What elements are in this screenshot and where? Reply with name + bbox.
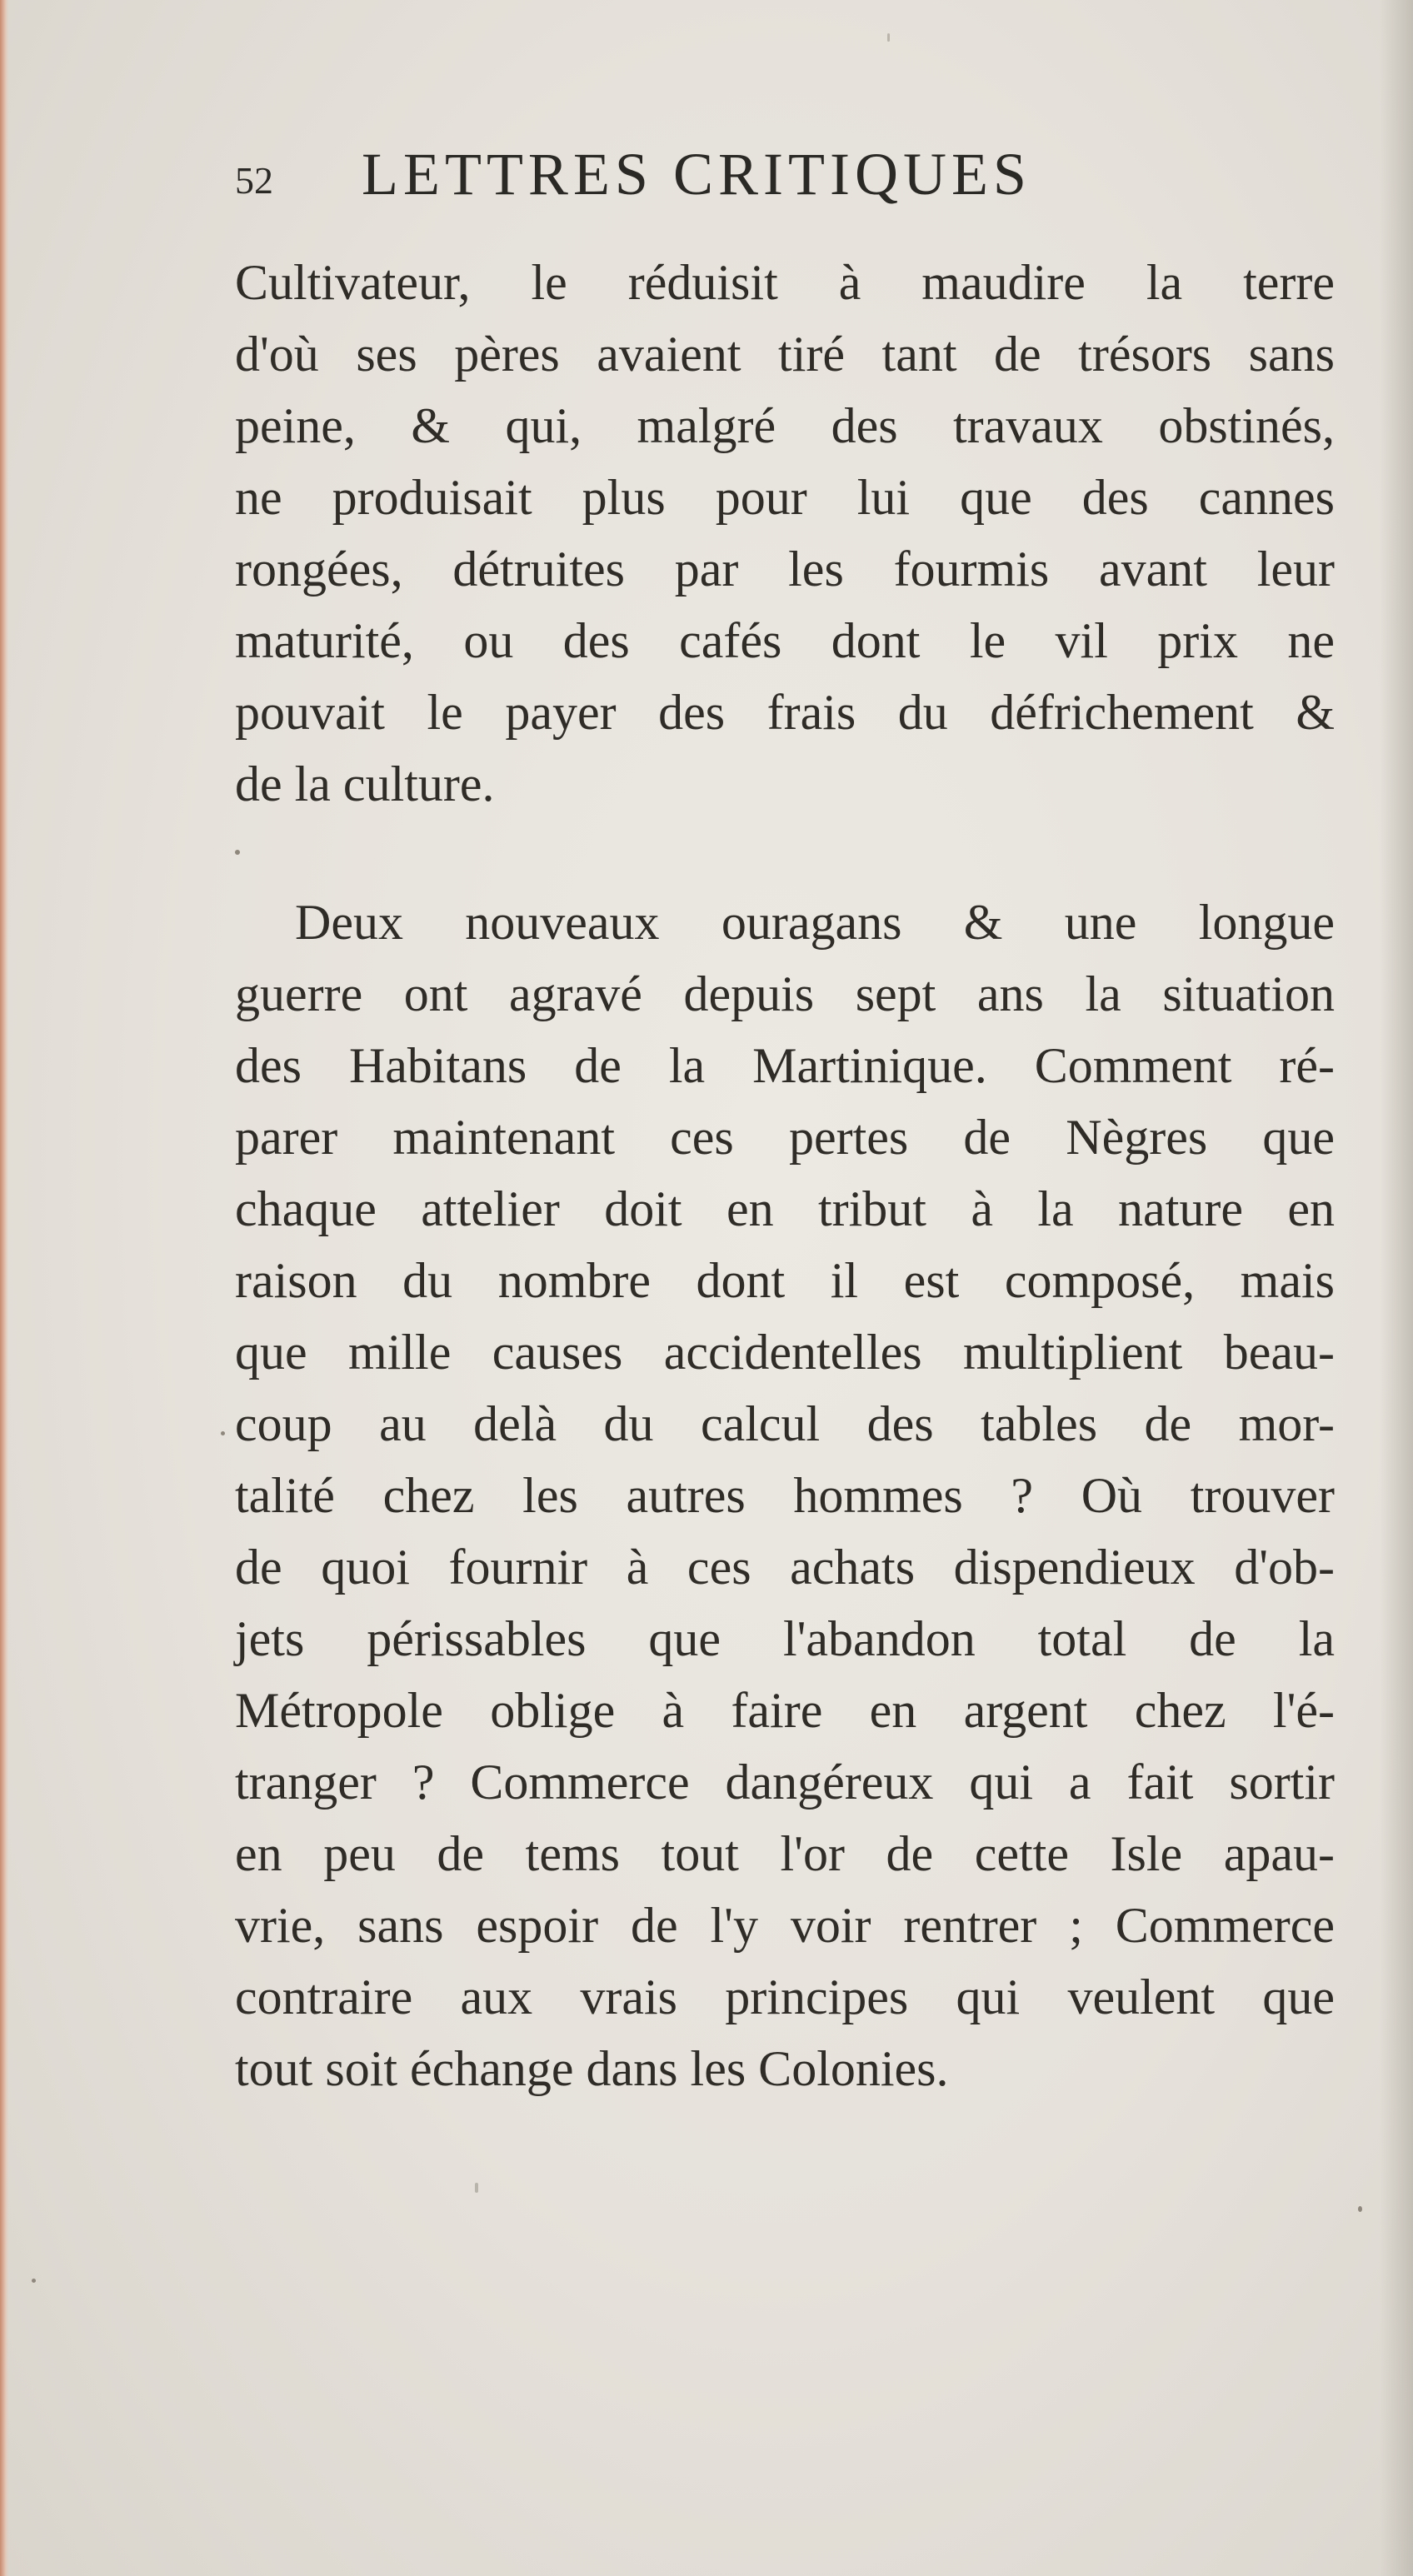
text-line: de la culture. [235,756,495,811]
text-line: peine, & qui, malgré des travaux obstinés, [235,398,1335,453]
text-line: des Habitans de la Martinique. Comment ré- [235,1038,1335,1093]
page-number: 52 [235,159,273,202]
paper-speck [221,1431,225,1435]
text-line: tout soit échange dans les Colonies. [235,2041,949,2096]
text-line: vrie, sans espoir de l'y voir rentrer ; Commerce [235,1898,1335,1953]
text-line: que mille causes accidentelles multiplient beau- [235,1325,1335,1380]
text-line: Cultivateur, le réduisit à maudire la terre [235,255,1335,310]
text-line: contraire aux vrais principes qui veulent que [235,1969,1335,2024]
text-line: tranger ? Commerce dangéreux qui a fait sortir [235,1755,1335,1810]
text-line-indented: Deux nouveaux ouragans & une longue [295,895,1335,950]
text-line: Métropole oblige à faire en argent chez l'é- [235,1683,1335,1738]
paper-speck [475,2183,478,2193]
text-line: pouvait le payer des frais du défrichement & [235,685,1335,740]
text-line: chaque attelier doit en tribut à la nature en [235,1181,1335,1236]
paragraph-2 [235,886,1335,2104]
text-line: en peu de tems tout l'or de cette Isle apau- [235,1826,1335,1881]
text-line: talité chez les autres hommes ? Où trouver [235,1468,1335,1523]
page-header [235,140,1218,215]
text-line: guerre ont agravé depuis sept ans la situation [235,966,1335,1021]
text-line: jets périssables que l'abandon total de la [235,1611,1335,1666]
text-line: de quoi fournir à ces achats dispendieux d'ob- [235,1540,1335,1595]
paper-speck [32,2279,36,2283]
text-line: maturité, ou des cafés dont le vil prix ne [235,613,1335,668]
text-line: ne produisait plus pour lui que des cannes [235,470,1335,525]
paper-speck [1358,2206,1362,2212]
paragraph-1 [235,247,1335,820]
paper-speck [887,33,890,42]
text-line: rongées, détruites par les fourmis avant leur [235,542,1335,597]
paper-speck [235,850,240,855]
page-gutter-shadow [1380,0,1413,2576]
text-line: raison du nombre dont il est composé, mais [235,1253,1335,1308]
text-line: parer maintenant ces pertes de Nègres que [235,1110,1335,1165]
text-line: coup au delà du calcul des tables de mor- [235,1396,1335,1451]
text-line: d'où ses pères avaient tiré tant de trésors sans [235,327,1335,382]
page-edge-left [0,0,8,2576]
running-head: LETTRES CRITIQUES [362,141,1031,207]
